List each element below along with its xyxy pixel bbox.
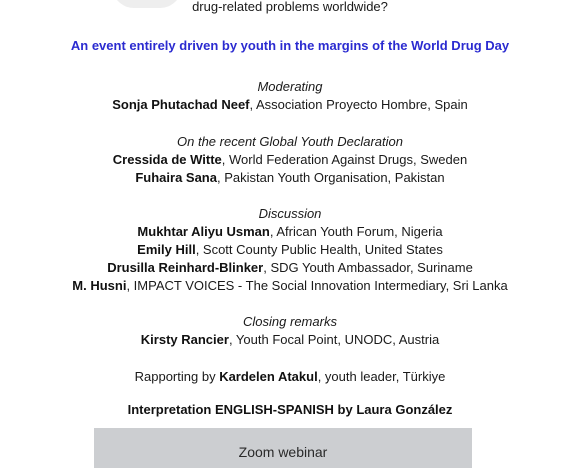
rapporteur-name: Kardelen Atakul: [219, 369, 318, 384]
speaker-discussion-3: [0, 259, 580, 277]
speaker-name: Kirsty Rancier: [140, 332, 229, 347]
intro-text: drug-related problems worldwide?: [192, 0, 388, 14]
section-title-discussion: Discussion: [258, 206, 322, 221]
speaker-affiliation: , Scott County Public Health, United States: [195, 242, 443, 257]
speaker-affiliation: , World Federation Against Drugs, Sweden: [221, 152, 468, 167]
speaker-declaration-1: [0, 151, 580, 169]
zoom-webinar-button[interactable]: Zoom webinar: [94, 428, 472, 468]
speaker-affiliation: , Pakistan Youth Organisation, Pakistan: [216, 170, 445, 185]
section-title-closing: Closing remarks: [243, 314, 337, 329]
speaker-name: Sonja Phutachad Neef: [112, 97, 250, 112]
speaker-closing: [0, 331, 580, 349]
speaker-affiliation: , African Youth Forum, Nigeria: [269, 224, 443, 239]
speaker-affiliation: , IMPACT VOICES - The Social Innovation Intermediary, Sri Lanka: [126, 278, 508, 293]
section-title-moderating: Moderating: [257, 79, 323, 94]
speaker-declaration-2: [0, 169, 580, 187]
speaker-name: Mukhtar Aliyu Usman: [137, 224, 270, 239]
rapporting-line: [0, 368, 580, 386]
speaker-name: Cressida de Witte: [112, 152, 222, 167]
section-title-declaration: On the recent Global Youth Declaration: [177, 134, 403, 149]
rapporting-prefix: Rapporting by: [134, 369, 220, 384]
event-tagline: An event entirely driven by youth in the margins of the World Drug Day: [70, 38, 510, 53]
speaker-name: Emily Hill: [137, 242, 196, 257]
speaker-discussion-2: [0, 241, 580, 259]
speaker-affiliation: , SDG Youth Ambassador, Suriname: [263, 260, 473, 275]
speaker-discussion-4: [0, 277, 580, 295]
speaker-name: Fuhaira Sana: [135, 170, 217, 185]
speaker-moderator: [0, 96, 580, 114]
speaker-discussion-1: [0, 223, 580, 241]
rapporting-suffix: , youth leader, Türkiye: [317, 369, 446, 384]
speaker-name: M. Husni: [72, 278, 127, 293]
interpretation-line: [0, 401, 580, 419]
speaker-affiliation: , Youth Focal Point, UNODC, Austria: [228, 332, 440, 347]
speaker-affiliation: , Association Proyecto Hombre, Spain: [249, 97, 468, 112]
speaker-name: Drusilla Reinhard-Blinker: [107, 260, 264, 275]
interpretation-text: Interpretation ENGLISH-SPANISH by Laura González: [127, 402, 453, 417]
